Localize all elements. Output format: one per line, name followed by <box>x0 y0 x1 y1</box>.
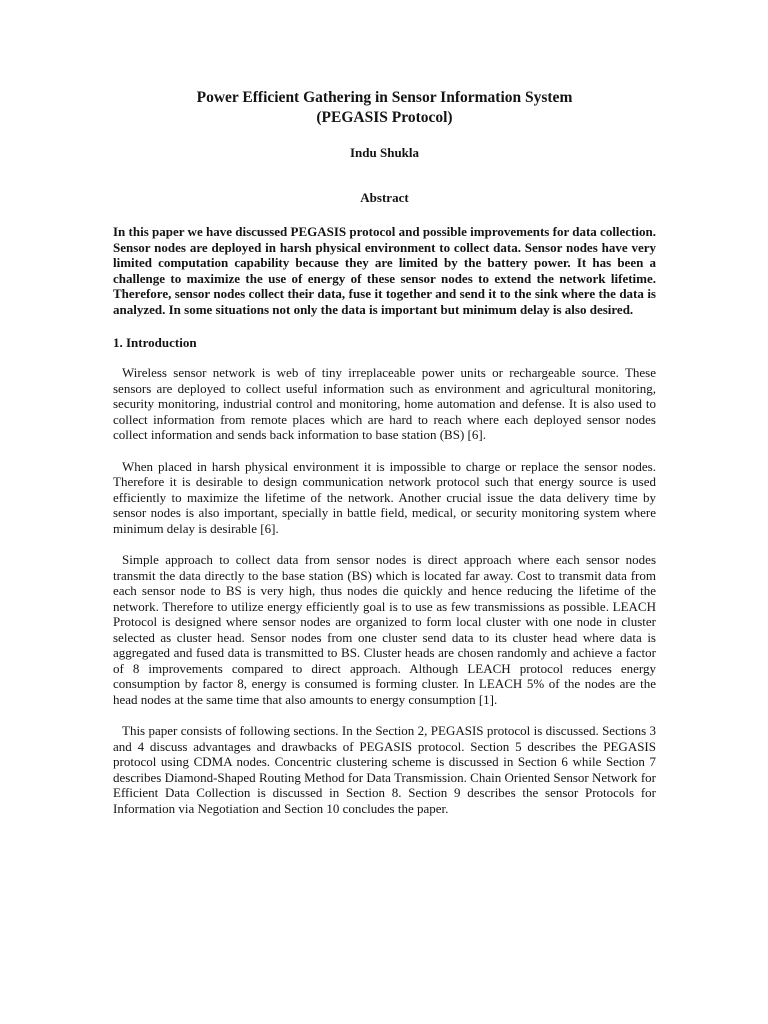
paper-page <box>113 88 656 816</box>
abstract-heading: Abstract <box>360 190 409 205</box>
abstract-text: In this paper we have discussed PEGASIS protocol and possible improvements for data collection. Sensor nodes are deployed in harsh physical environment to collect data. Sensor nodes have very limited computation capability because they are limited by the battery power. It has been a challenge to maximize the use of energy of these sensor nodes to extend the network lifetime. Therefore, sensor nodes collect their data, fuse it together and send it to the sink where the data is analyzed. In some situations not only the data is important but minimum delay is also desired. <box>113 224 656 317</box>
body-paragraph: This paper consists of following sections. In the Section 2, PEGASIS protocol is discussed. Sections 3 and 4 discuss advantages and drawbacks of PEGASIS protocol. Section 5 describes the PEGASIS protocol using CDMA nodes. Concentric clustering scheme is discussed in Section 6 while Section 7 describes Diamond-Shaped Routing Method for Data Transmission. Chain Oriented Sensor Network for Efficient Data Collection is discussed in Section 8. Section 9 describes the sensor Protocols for Information via Negotiation and Section 10 concludes the paper. <box>113 723 656 816</box>
paper-title <box>113 88 656 128</box>
section-heading-introduction: 1. Introduction <box>113 335 197 350</box>
title-line-2: (PEGASIS Protocol) <box>316 109 453 126</box>
body-paragraph: When placed in harsh physical environment it is impossible to charge or replace the sensor nodes. Therefore it is desirable to design communication network protocol such that energy source is used efficiently to maximize the lifetime of the network. Another crucial issue the data delivery time by sensor nodes is also important, specially in battle field, medical, or security monitoring system where minimum delay is desirable [6]. <box>113 458 656 536</box>
title-line-1: Power Efficient Gathering in Sensor Information System <box>196 89 573 106</box>
author-name: Indu Shukla <box>349 145 420 160</box>
body-paragraph: Wireless sensor network is web of tiny irreplaceable power units or rechargeable source. These sensors are deployed to collect useful information such as environment and agricultural monitoring, security monitoring, industrial control and monitoring, home automation and defense. It is also used to collect information from remote places which are hard to reach where each deployed sensor nodes collect information and sends back information to base station (BS) [6]. <box>113 365 656 442</box>
body-paragraph: Simple approach to collect data from sensor nodes is direct approach where each sensor nodes transmit the data directly to the base station (BS) which is located far away. Cost to transmit data from each sensor node to BS is very high, thus nodes die quickly and hence reducing the lifetime of the network. Therefore to utilize energy efficiently goal is to use as few transmissions as possible. LEACH Protocol is designed where sensor nodes are organized to form local cluster with one node in cluster selected as cluster head. Sensor nodes from one cluster send data to its cluster head where data is aggregated and fused data is transmitted to BS. Cluster heads are chosen randomly and achieve a factor of 8 improvements compared to direct approach. Although LEACH protocol reduces energy consumption by factor 8, energy is consumed is forming cluster. In LEACH 5% of the nodes are the head nodes at the same time that also amounts to energy consumption [1]. <box>113 552 656 707</box>
